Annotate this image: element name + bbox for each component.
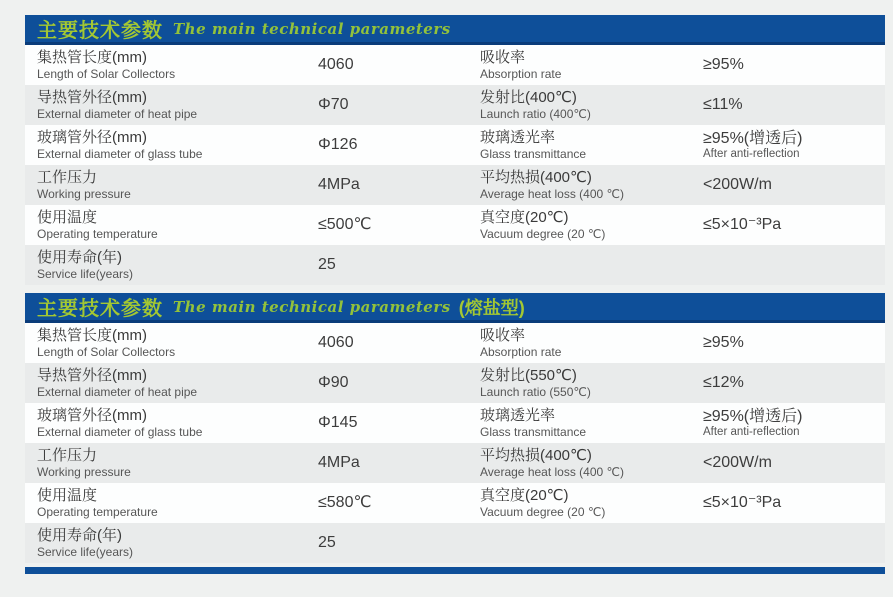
param-value: 4060 [318,334,354,351]
param-value-cell-2 [703,323,885,363]
param-label-cell-2 [480,205,703,245]
param-value: Φ70 [318,96,349,113]
param-label-cn: 玻璃管外径(mm) [37,129,147,146]
param-value: Φ90 [318,374,349,391]
param-label-cn-2: 发射比(400℃) [480,89,577,106]
param-label-en: External diameter of glass tube [37,147,203,161]
param-label-en: Service life(years) [37,267,134,281]
param-label-en-2: Vacuum degree (20 ℃) [480,505,606,519]
table-row [25,165,885,205]
param-label-cn: 工作压力 [37,447,98,464]
param-value-cell-2 [703,205,885,245]
param-value-cell [318,403,480,443]
table-row [25,205,885,245]
param-label-cn-2: 玻璃透光率 [480,407,556,424]
param-value-cell [318,125,480,165]
section-header [25,15,885,45]
param-value-cell [318,165,480,205]
param-value: 4MPa [318,454,360,471]
param-value-2: ≥95% [703,56,744,73]
param-value-cell [318,483,480,523]
param-label-cn-2: 平均热损(400℃) [480,447,592,464]
param-label-cell [25,165,318,205]
param-label-en-2: Launch ratio (400℃) [480,107,591,121]
param-label-cell-2 [480,245,703,285]
param-label-en: Length of Solar Collectors [37,67,176,81]
param-label-en-2: Absorption rate [480,67,562,81]
param-label-cell-2 [480,85,703,125]
param-label-cn: 使用寿命(年) [37,249,122,266]
param-label-cell [25,45,318,85]
param-label-cn-2: 平均热损(400℃) [480,169,592,186]
param-label-cell-2 [480,483,703,523]
param-value: 25 [318,256,336,273]
param-label-en-2: Glass transmittance [480,425,587,439]
param-label-cn-2: 真空度(20℃) [480,209,569,226]
section-standard [25,15,885,285]
section-molten-salt [25,293,885,563]
param-value-2: <200W/m [703,176,772,193]
param-label-cn-2: 真空度(20℃) [480,487,569,504]
param-label-cell [25,245,318,285]
section-rows [25,323,885,563]
table-row [25,363,885,403]
param-label-cn: 工作压力 [37,169,98,186]
param-label-cell [25,125,318,165]
param-label-cell-2 [480,45,703,85]
param-value-cell [318,363,480,403]
section-title-suffix: (熔盐型) [458,297,525,318]
param-label-cn: 使用温度 [37,487,98,504]
param-value-2: ≥95%(增透后) [703,407,803,425]
table-row [25,85,885,125]
param-label-cell [25,483,318,523]
param-value-2: ≥95%(增透后) [703,129,803,147]
param-value-cell [318,205,480,245]
param-label-en: Working pressure [37,187,131,201]
param-label-en-2: Launch ratio (550℃) [480,385,591,399]
param-label-cell-2 [480,125,703,165]
param-value: ≤580℃ [318,494,372,511]
param-label-cn-2: 吸收率 [480,327,526,344]
param-value-cell-2 [703,483,885,523]
param-label-en: External diameter of heat pipe [37,385,198,399]
param-value-cell [318,323,480,363]
param-value-2: ≤5×10⁻³Pa [703,494,782,511]
section-title-english: The main technical parameters [173,297,451,316]
param-label-cell-2 [480,165,703,205]
param-label-cell [25,403,318,443]
table-row [25,125,885,165]
param-value-cell-2 [703,523,885,563]
param-value-cell [318,85,480,125]
param-value: 4060 [318,56,354,73]
param-value: Φ126 [318,136,358,153]
param-label-cell [25,523,318,563]
param-value: ≤500℃ [318,216,372,233]
param-label-en: External diameter of glass tube [37,425,203,439]
param-value-2: ≤5×10⁻³Pa [703,216,782,233]
table-row [25,443,885,483]
table-row [25,403,885,443]
param-label-cell [25,363,318,403]
param-label-en-2: Average heat loss (400 ℃) [480,465,624,479]
param-value-cell-2 [703,403,885,443]
param-label-en: Operating temperature [37,227,158,241]
section-gap [25,285,885,293]
section-title-cn: 主要技术参数 [37,20,163,42]
param-value-cell [318,523,480,563]
param-label-cn: 导热管外径(mm) [37,89,147,106]
parameters-table [25,15,885,574]
param-label-cn: 使用温度 [37,209,98,226]
param-label-cn: 玻璃管外径(mm) [37,407,147,424]
param-label-cell-2 [480,443,703,483]
param-value: 4MPa [318,176,360,193]
param-label-cell [25,205,318,245]
param-value-cell-2 [703,85,885,125]
param-label-en: External diameter of heat pipe [37,107,198,121]
section-title-cn: 主要技术参数 [37,298,163,320]
param-label-cn: 导热管外径(mm) [37,367,147,384]
param-value-note: After anti-reflection [703,425,800,438]
param-label-en-2: Vacuum degree (20 ℃) [480,227,606,241]
param-label-cell-2 [480,403,703,443]
param-value-cell-2 [703,165,885,205]
bottom-divider-bar [25,567,885,574]
param-label-cell-2 [480,323,703,363]
param-label-en-2: Glass transmittance [480,147,587,161]
param-value-2: <200W/m [703,454,772,471]
param-label-en-2: Average heat loss (400 ℃) [480,187,624,201]
param-value-2: ≤12% [703,374,744,391]
param-label-cn-2: 发射比(550℃) [480,367,577,384]
param-label-cell-2 [480,363,703,403]
param-label-en: Length of Solar Collectors [37,345,176,359]
section-rows [25,45,885,285]
param-label-cell [25,443,318,483]
param-label-cn-2: 吸收率 [480,49,526,66]
param-label-cn: 集热管长度(mm) [37,327,147,344]
param-label-cell [25,85,318,125]
param-label-cell [25,323,318,363]
param-value-cell-2 [703,363,885,403]
param-value-2: ≤11% [703,96,743,113]
param-label-cell-2 [480,523,703,563]
param-label-cn: 使用寿命(年) [37,527,122,544]
param-label-en-2: Absorption rate [480,345,562,359]
param-value-cell-2 [703,443,885,483]
param-value-cell [318,45,480,85]
table-row [25,523,885,563]
table-row [25,245,885,285]
param-value-cell-2 [703,45,885,85]
param-value-cell-2 [703,125,885,165]
section-header [25,293,885,323]
param-label-en: Service life(years) [37,545,134,559]
table-row [25,323,885,363]
param-value: 25 [318,534,336,551]
param-label-en: Operating temperature [37,505,158,519]
table-row [25,483,885,523]
param-label-cn-2: 玻璃透光率 [480,129,556,146]
param-value: Φ145 [318,414,358,431]
param-value-cell-2 [703,245,885,285]
param-value-2: ≥95% [703,334,744,351]
param-value-cell [318,443,480,483]
param-label-en: Working pressure [37,465,131,479]
table-row [25,45,885,85]
section-title-english: The main technical parameters [173,19,451,38]
param-value-note: After anti-reflection [703,147,800,160]
param-label-cn: 集热管长度(mm) [37,49,147,66]
param-value-cell [318,245,480,285]
